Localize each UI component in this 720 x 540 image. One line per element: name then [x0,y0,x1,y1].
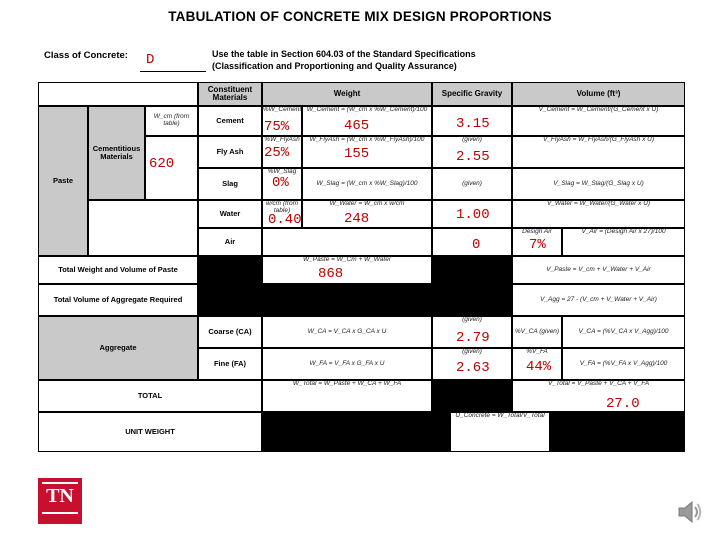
blacked-cell [198,256,262,284]
blacked-cell [262,412,450,452]
fly-ash-weight-formula: W_FlyAsh = (W_cm x %W_FlyAsh)/100 [302,136,432,168]
ca-sg-given: (given) [432,316,512,348]
tn-logo [38,478,82,524]
total-volume-value: 27.0 [606,396,640,412]
class-of-concrete-label: Class of Concrete: [44,50,128,61]
slag-pct-formula: %W_Slag [262,168,302,200]
total-weight-formula: W_Total = W_Paste + W_CA + W_FA [262,380,432,412]
wcm-value: 620 [149,156,175,172]
air-weight-blank [262,228,432,256]
coarse-aggregate-label: Coarse (CA) [198,316,262,348]
ca-pct-given: %V_CA (given) [512,316,562,348]
logo-text: TN [46,485,74,507]
fa-weight-formula: W_FA = V_FA x G_FA x U [262,348,432,380]
fa-sg-given: (given) [432,348,512,380]
header-constituent: Constituent Materials [198,82,262,106]
paste-label: Paste [38,106,88,256]
instruction-line-1: Use the table in Section 604.03 of the Standard Specifications [212,49,476,59]
fa-pct-value: 44% [526,359,552,375]
air-design-air-formula: Design Air [512,228,562,256]
water-volume-formula: V_Water = W_Water/(G_Water x U) [512,200,685,228]
air-volume-formula: V_Air = (Design Air x 27)/100 [562,228,685,256]
cementitious-label: Cementitious Materials [88,106,145,200]
slag-volume-formula: V_Slag = W_Slag/(G_Slag x U) [512,168,685,200]
fly-ash-label: Fly Ash [198,136,262,168]
class-of-concrete-value: D [146,52,155,68]
speaker-icon[interactable] [676,498,704,526]
aggregate-label: Aggregate [38,316,198,380]
cement-weight-formula: W_Cement = (W_cm x %W_Cement)/100 [302,106,432,136]
wcm-from-table-label: W_cm (from table) [145,106,198,136]
class-of-concrete-underline [140,71,206,72]
paste-weight-value: 868 [318,266,344,282]
fly-ash-pct-value: 25% [264,145,290,161]
slag-pct-value: 0% [272,175,289,191]
logo-bottom-rule [42,512,78,514]
total-volume-formula: V_Total = V_Paste + V_CA + V_FA [512,380,685,412]
air-sg-value: 0 [472,237,481,253]
blacked-cell [432,380,512,412]
logo-top-rule [42,482,78,484]
water-label: Water [198,200,262,228]
blacked-cell [550,412,685,452]
cement-sg-value: 3.15 [456,116,490,132]
total-aggregate-label: Total Volume of Aggregate Required [38,284,198,316]
fa-volume-formula: V_FA = (%V_FA x V_Agg)/100 [562,348,685,380]
total-paste-label: Total Weight and Volume of Paste [38,256,198,284]
cement-volume-formula: V_Cement = W_Cement/(G_Cement x U) [512,106,685,136]
water-wcm-formula: w/cm (from table) [262,200,302,228]
cement-label: Cement [198,106,262,136]
slag-weight-formula: W_Slag = (W_cm x %W_Slag)/100 [302,168,432,200]
fly-ash-pct-formula: %W_FlyAsh [262,136,302,168]
header-blank [38,82,198,106]
unit-weight-formula: U_Concrete = W_Total/V_Total [450,412,550,452]
cement-weight-value: 465 [344,118,370,134]
ca-volume-formula: V_CA = (%V_CA x V_Agg)/100 [562,316,685,348]
paste-weight-formula: W_Paste = W_Cm + W_Water [262,256,432,284]
slag-label: Slag [198,168,262,200]
fly-ash-volume-formula: V_FlyAsh = W_FlyAsh/(G_FlyAsh x U) [512,136,685,168]
air-label: Air [198,228,262,256]
water-weight-formula: W_Water = W_cm x w/cm [302,200,432,228]
fly-ash-sg-value: 2.55 [456,149,490,165]
instruction-line-2: (Classification and Proportioning and Quality Assurance) [212,61,457,71]
water-weight-value: 248 [344,211,370,227]
slag-sg-given: (given) [432,168,512,200]
cement-pct-value: 75% [264,119,290,135]
water-sg-value: 1.00 [456,207,490,223]
water-air-blank [88,200,198,256]
header-volume: Volume (ft³) [512,82,685,106]
ca-weight-formula: W_CA = V_CA x G_CA x U [262,316,432,348]
header-weight: Weight [262,82,432,106]
fly-ash-sg-given: (given) [432,136,512,168]
total-label: TOTAL [38,380,262,412]
cement-pct-formula: %W_Cement [262,106,302,136]
blacked-cell [198,284,512,316]
aggregate-volume-formula: V_Agg = 27 - (V_cm + V_Water + V_Air) [512,284,685,316]
blacked-cell [432,256,512,284]
fly-ash-weight-value: 155 [344,146,370,162]
paste-volume-formula: V_Paste = V_cm + V_Water + V_Air [512,256,685,284]
unit-weight-label: UNIT WEIGHT [38,412,262,452]
ca-sg-value: 2.79 [456,330,490,346]
wc-ratio-value: 0.40 [268,212,302,228]
page-title: TABULATION OF CONCRETE MIX DESIGN PROPORTIONS [168,9,552,24]
header-specific-gravity: Specific Gravity [432,82,512,106]
fine-aggregate-label: Fine (FA) [198,348,262,380]
fa-sg-value: 2.63 [456,360,490,376]
fa-pct-formula: %V_FA [512,348,562,380]
air-pct-value: 7% [529,237,546,253]
